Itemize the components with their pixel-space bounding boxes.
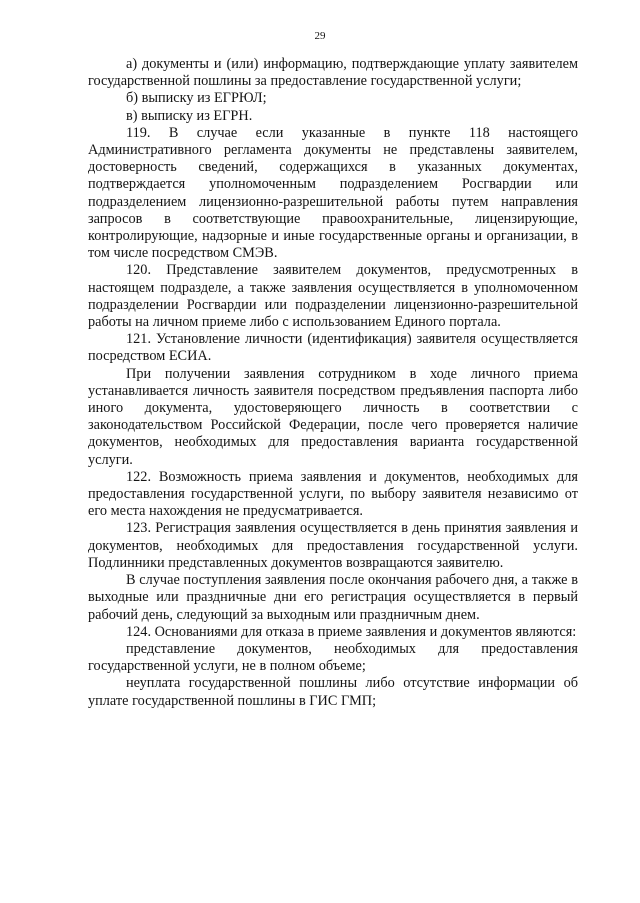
paragraph-124-incomplete-documents: представление документов, необходимых для предоставления государственной услуги, не в полном объеме; [88,640,578,675]
paragraph-124-unpaid-fee: неуплата государственной пошлины либо отсутствие информации об уплате государственной пошлины в ГИС ГМП; [88,675,578,709]
paragraph-124: 124. Основаниями для отказа в приеме заявления и документов являются: [126,623,577,640]
paragraph-121: 121. Установление личности (идентификация) заявителя осуществляется посредством ЕСИА. [88,331,578,365]
paragraph-120: 120. Представление заявителем документов, предусмотренных в настоящем подразделе, а также заявления осуществляется в уполномоченном подразделении Росгвардии или подразделении лицензионно-разрешительной работы на личном приеме либо с использованием Единого портала. [88,262,578,331]
paragraph-b: б) выписку из ЕГРЮЛ; [126,90,267,107]
page-number: 29 [314,30,326,42]
paragraph-123-after-hours: В случае поступления заявления после окончания рабочего дня, а также в выходные или праздничные дни его регистрация осуществляется в первый рабочий день, следующий за выходным или праздничным днем. [88,572,578,623]
document-body [88,56,578,710]
paragraph-121-personal-reception: При получении заявления сотрудником в ходе личного приема устанавливается личность заявителя посредством предъявления паспорта либо иного документа, удостоверяющего личность в соответствии с законодательством Российской Федерации, после чего проверяется наличие документов, необходимых для предоставления варианта государственной услуги. [88,365,578,468]
paragraph-a: а) документы и (или) информацию, подтверждающие уплату заявителем государственной пошлины за предоставление государственной услуги; [88,56,578,90]
paragraph-119: 119. В случае если указанные в пункте 118 настоящего Административного регламента документы не представлены заявителем, достоверность сведений, содержащихся в указанных документах, подтверждается уполномоченным подразделением Росгвардии или подразделением лицензионно-разрешительной работы путем направления запросов в соответствующие правоохранительные, лицензирующие, контролирующие, надзорные и иные государственные органы и организации, в том числе посредством СМЭВ. [88,124,578,262]
paragraph-122: 122. Возможность приема заявления и документов, необходимых для предоставления государственной услуги, по выбору заявителя независимо от его места нахождения не предусматривается. [88,468,578,520]
paragraph-123: 123. Регистрация заявления осуществляется в день принятия заявления и документов, необходимых для предоставления государственной услуги. Подлинники представленных документов возвращаются заявителю. [88,520,578,571]
paragraph-v: в) выписку из ЕГРН. [126,107,253,124]
